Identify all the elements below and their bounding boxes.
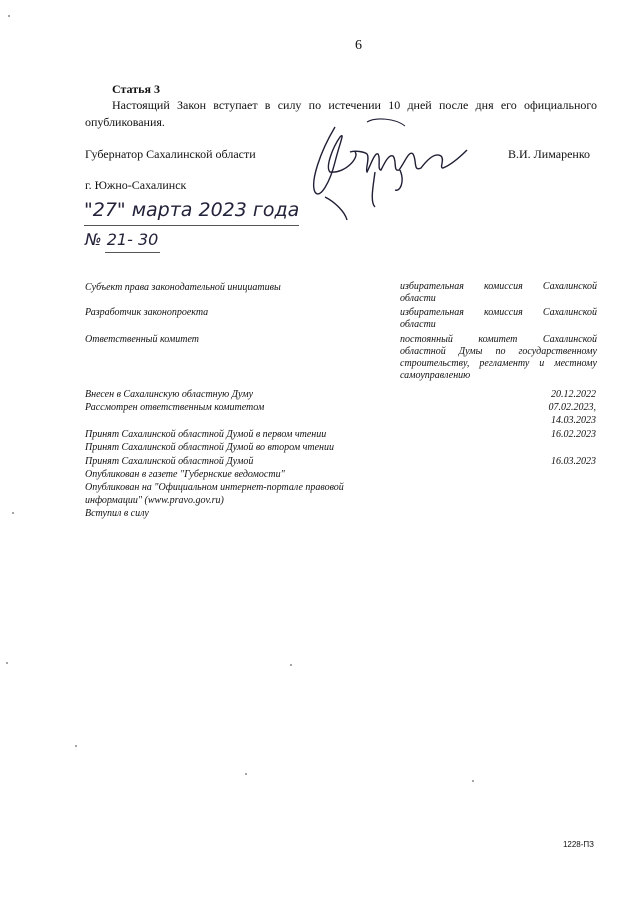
handwritten-number: № 21- 30 [85,230,159,249]
document-code: 1228-ПЗ [562,840,594,849]
developer-label: Разработчик законопроекта [85,307,209,318]
history-label: Принят Сахалинской областной Думой [85,456,254,467]
handwritten-date: "27" марта 2023 года [84,199,300,221]
page-number: 6 [355,38,362,53]
committee-label: Ответственный комитет [85,334,199,345]
history-label: Принят Сахалинской областной Думой в первом чтении [85,429,327,440]
scan-speck [472,780,474,782]
date-underline [84,225,299,226]
initiative-value: избирательная комиссия Сахалинской области [400,281,597,304]
history-label: Внесен в Сахалинскую областную Думу [85,389,254,400]
history-date: 14.03.2023 [551,415,596,426]
committee-value: постоянный комитет Сахалинской областной Думы по государственному строительству, регламенту и местному самоуправлению [400,334,597,381]
article-text: Настоящий Закон вступает в силу по истечении 10 дней после дня его официального опубликования. [85,98,597,129]
scan-speck [245,773,247,775]
initiative-label: Субъект права законодательной инициативы [85,282,281,293]
scan-speck [6,662,8,664]
signature-image [305,112,475,222]
scan-speck [75,745,77,747]
history-date: 07.02.2023, [548,402,596,413]
signatory-title: Губернатор Сахалинской области [85,147,256,161]
place-of-signing: г. Южно-Сахалинск [85,178,187,192]
history-label: Опубликован на "Официальном интернет-портале правовой [85,482,344,493]
history-label: Рассмотрен ответственным комитетом [85,402,265,413]
history-label: информации" (www.pravo.gov.ru) [85,495,224,506]
history-label: Вступил в силу [85,508,149,519]
history-label: Опубликован в газете "Губернские ведомости" [85,469,285,480]
scan-speck [8,15,10,17]
signatory-name: В.И. Лимаренко [508,147,591,161]
history-date: 20.12.2022 [551,389,596,400]
article-title: Статья 3 [112,82,160,96]
history-label: Принят Сахалинской областной Думой во втором чтении [85,442,335,453]
history-date: 16.02.2023 [551,429,596,440]
developer-value: избирательная комиссия Сахалинской области [400,307,597,330]
history-date: 16.03.2023 [551,456,596,467]
scan-speck [290,664,292,666]
scan-speck [12,512,14,514]
number-underline [105,252,160,253]
